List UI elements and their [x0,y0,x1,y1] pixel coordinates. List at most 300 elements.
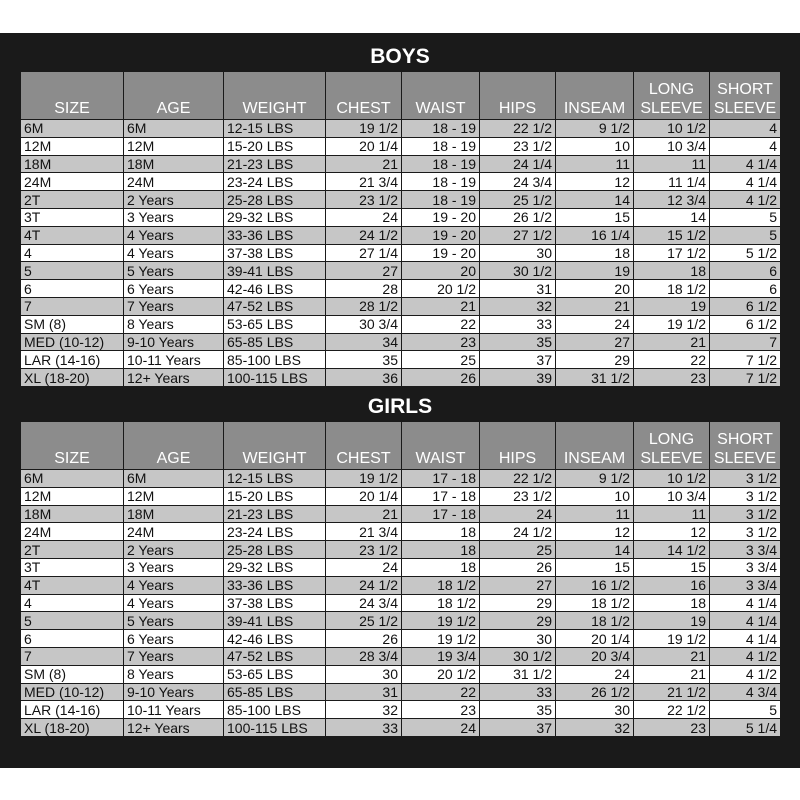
cell-chest: 34 [326,333,402,351]
column-header-age: AGE [124,72,224,120]
column-header-line: SHORT [717,81,773,98]
girls-size-table [20,421,781,737]
cell-short-sleeve: 4 1/2 [710,665,781,683]
cell-weight: 21-23 LBS [224,505,326,523]
cell-chest: 25 1/2 [326,612,402,630]
cell-short-sleeve: 3 3/4 [710,576,781,594]
cell-inseam: 19 [556,262,634,280]
table-row [21,137,781,155]
cell-short-sleeve: 5 1/2 [710,244,781,262]
cell-long-sleeve: 19 [634,612,710,630]
cell-long-sleeve: 21 1/2 [634,683,710,701]
cell-weight: 25-28 LBS [224,541,326,559]
cell-chest: 32 [326,701,402,719]
cell-long-sleeve: 10 1/2 [634,470,710,488]
cell-size: 6M [21,120,124,138]
cell-short-sleeve: 4 3/4 [710,683,781,701]
cell-waist: 23 [402,333,480,351]
table-row [21,541,781,559]
cell-hips: 35 [480,701,556,719]
cell-inseam: 11 [556,155,634,173]
cell-inseam: 27 [556,333,634,351]
cell-hips: 29 [480,594,556,612]
table-row [21,155,781,173]
cell-hips: 33 [480,683,556,701]
cell-size: 5 [21,612,124,630]
cell-size: 2T [21,541,124,559]
cell-weight: 85-100 LBS [224,351,326,369]
cell-inseam: 16 1/4 [556,226,634,244]
cell-age: 24M [124,523,224,541]
cell-age: 4 Years [124,576,224,594]
column-header-line: SLEEVE [713,100,777,117]
cell-waist: 19 1/2 [402,630,480,648]
column-header-size: SIZE [21,72,124,120]
cell-size: 7 [21,297,124,315]
table-row [21,665,781,683]
cell-age: 7 Years [124,647,224,665]
cell-hips: 31 1/2 [480,665,556,683]
cell-inseam: 30 [556,701,634,719]
column-header-inseam: INSEAM [556,72,634,120]
cell-size: 5 [21,262,124,280]
column-header-age: AGE [124,422,224,470]
cell-age: 9-10 Years [124,683,224,701]
cell-chest: 23 1/2 [326,191,402,209]
cell-hips: 32 [480,297,556,315]
cell-waist: 20 1/2 [402,665,480,683]
cell-age: 24M [124,173,224,191]
table-row [21,262,781,280]
cell-age: 4 Years [124,226,224,244]
cell-long-sleeve: 21 [634,647,710,665]
cell-size: 24M [21,523,124,541]
cell-long-sleeve: 12 3/4 [634,191,710,209]
cell-inseam: 14 [556,541,634,559]
cell-waist: 20 1/2 [402,280,480,298]
cell-chest: 27 1/4 [326,244,402,262]
cell-chest: 23 1/2 [326,541,402,559]
cell-waist: 22 [402,683,480,701]
cell-waist: 18 - 19 [402,155,480,173]
cell-hips: 24 3/4 [480,173,556,191]
cell-waist: 18 - 19 [402,137,480,155]
cell-short-sleeve: 3 1/2 [710,487,781,505]
column-header-line: SLEEVE [713,450,777,467]
table-row [21,558,781,576]
cell-waist: 24 [402,719,480,737]
cell-weight: 42-46 LBS [224,280,326,298]
cell-hips: 25 1/2 [480,191,556,209]
cell-short-sleeve: 4 1/4 [710,612,781,630]
cell-weight: 39-41 LBS [224,612,326,630]
cell-age: 2 Years [124,191,224,209]
cell-hips: 33 [480,315,556,333]
cell-chest: 28 1/2 [326,297,402,315]
cell-hips: 35 [480,333,556,351]
cell-waist: 22 [402,315,480,333]
cell-waist: 21 [402,297,480,315]
table-row [21,120,781,138]
cell-hips: 26 1/2 [480,208,556,226]
cell-inseam: 11 [556,505,634,523]
cell-age: 6 Years [124,280,224,298]
cell-inseam: 20 1/4 [556,630,634,648]
boys-header-row [21,72,781,120]
cell-short-sleeve: 5 [710,701,781,719]
cell-hips: 30 [480,630,556,648]
column-header-hips: HIPS [480,72,556,120]
table-row [21,173,781,191]
cell-hips: 24 1/2 [480,523,556,541]
boys-section-title: BOYS [370,45,430,68]
cell-chest: 27 [326,262,402,280]
cell-long-sleeve: 23 [634,369,710,387]
cell-inseam: 16 1/2 [556,576,634,594]
cell-weight: 53-65 LBS [224,665,326,683]
cell-short-sleeve: 4 1/2 [710,191,781,209]
cell-short-sleeve: 4 1/4 [710,594,781,612]
cell-long-sleeve: 23 [634,719,710,737]
cell-hips: 24 [480,505,556,523]
cell-waist: 17 - 18 [402,487,480,505]
cell-inseam: 12 [556,523,634,541]
cell-chest: 19 1/2 [326,470,402,488]
cell-long-sleeve: 11 [634,155,710,173]
cell-inseam: 15 [556,208,634,226]
cell-size: 4T [21,576,124,594]
cell-hips: 25 [480,541,556,559]
cell-long-sleeve: 14 1/2 [634,541,710,559]
table-row [21,576,781,594]
cell-chest: 28 3/4 [326,647,402,665]
cell-age: 9-10 Years [124,333,224,351]
cell-waist: 19 - 20 [402,244,480,262]
cell-chest: 21 [326,155,402,173]
cell-inseam: 14 [556,191,634,209]
cell-weight: 33-36 LBS [224,576,326,594]
cell-short-sleeve: 7 [710,333,781,351]
cell-age: 8 Years [124,665,224,683]
cell-long-sleeve: 21 [634,665,710,683]
girls-section-title: GIRLS [367,395,433,418]
cell-age: 18M [124,155,224,173]
boys-size-table [20,71,781,387]
table-row [21,612,781,630]
cell-weight: 29-32 LBS [224,208,326,226]
cell-inseam: 10 [556,487,634,505]
column-header-hips: HIPS [480,422,556,470]
cell-long-sleeve: 11 [634,505,710,523]
cell-age: 6M [124,120,224,138]
cell-short-sleeve: 4 1/4 [710,155,781,173]
cell-age: 10-11 Years [124,351,224,369]
cell-chest: 24 [326,558,402,576]
cell-inseam: 24 [556,665,634,683]
table-row [21,505,781,523]
cell-long-sleeve: 22 1/2 [634,701,710,719]
cell-age: 4 Years [124,244,224,262]
column-header-line: SLEEVE [640,100,703,117]
cell-short-sleeve: 6 [710,280,781,298]
cell-age: 7 Years [124,297,224,315]
column-header-short-sleeve [710,72,781,120]
cell-weight: 47-52 LBS [224,297,326,315]
cell-size: 6 [21,280,124,298]
cell-inseam: 20 [556,280,634,298]
cell-size: 24M [21,173,124,191]
table-row [21,594,781,612]
cell-size: 6 [21,630,124,648]
cell-weight: 15-20 LBS [224,137,326,155]
table-row [21,647,781,665]
column-header-inseam: INSEAM [556,422,634,470]
cell-long-sleeve: 16 [634,576,710,594]
cell-short-sleeve: 5 [710,226,781,244]
cell-waist: 19 3/4 [402,647,480,665]
cell-hips: 22 1/2 [480,120,556,138]
cell-inseam: 15 [556,558,634,576]
column-header-long-sleeve [634,422,710,470]
cell-waist: 25 [402,351,480,369]
column-header-line: SLEEVE [640,450,703,467]
cell-weight: 15-20 LBS [224,487,326,505]
table-row [21,701,781,719]
cell-short-sleeve: 5 [710,208,781,226]
cell-long-sleeve: 14 [634,208,710,226]
column-header-chest: CHEST [326,422,402,470]
column-header-line: SHORT [717,431,773,448]
cell-short-sleeve: 6 1/2 [710,297,781,315]
cell-size: LAR (14-16) [21,701,124,719]
cell-short-sleeve: 4 1/4 [710,630,781,648]
cell-long-sleeve: 15 [634,558,710,576]
cell-hips: 29 [480,612,556,630]
cell-weight: 23-24 LBS [224,523,326,541]
table-row [21,333,781,351]
cell-weight: 65-85 LBS [224,333,326,351]
cell-chest: 19 1/2 [326,120,402,138]
cell-short-sleeve: 4 1/2 [710,647,781,665]
cell-long-sleeve: 21 [634,333,710,351]
cell-short-sleeve: 5 1/4 [710,719,781,737]
table-row [21,191,781,209]
cell-size: 6M [21,470,124,488]
cell-weight: 29-32 LBS [224,558,326,576]
cell-long-sleeve: 10 3/4 [634,137,710,155]
cell-hips: 27 1/2 [480,226,556,244]
cell-long-sleeve: 10 3/4 [634,487,710,505]
cell-age: 10-11 Years [124,701,224,719]
cell-waist: 17 - 18 [402,505,480,523]
cell-waist: 18 1/2 [402,594,480,612]
cell-waist: 18 - 19 [402,173,480,191]
table-row [21,523,781,541]
cell-inseam: 9 1/2 [556,470,634,488]
cell-chest: 36 [326,369,402,387]
cell-long-sleeve: 18 [634,262,710,280]
cell-short-sleeve: 4 1/4 [710,173,781,191]
cell-hips: 26 [480,558,556,576]
cell-chest: 26 [326,630,402,648]
cell-weight: 12-15 LBS [224,470,326,488]
cell-waist: 18 - 19 [402,120,480,138]
column-header-short-sleeve [710,422,781,470]
cell-long-sleeve: 18 1/2 [634,280,710,298]
cell-waist: 20 [402,262,480,280]
cell-chest: 33 [326,719,402,737]
table-row [21,297,781,315]
cell-inseam: 10 [556,137,634,155]
cell-weight: 21-23 LBS [224,155,326,173]
cell-hips: 30 [480,244,556,262]
cell-weight: 33-36 LBS [224,226,326,244]
cell-short-sleeve: 3 1/2 [710,523,781,541]
table-row [21,369,781,387]
cell-waist: 18 [402,558,480,576]
cell-age: 3 Years [124,558,224,576]
cell-weight: 100-115 LBS [224,369,326,387]
cell-size: 3T [21,558,124,576]
column-header-chest: CHEST [326,72,402,120]
cell-short-sleeve: 6 1/2 [710,315,781,333]
cell-size: 4 [21,594,124,612]
cell-size: 7 [21,647,124,665]
cell-short-sleeve: 6 [710,262,781,280]
cell-size: 18M [21,505,124,523]
cell-chest: 24 3/4 [326,594,402,612]
cell-chest: 28 [326,280,402,298]
cell-long-sleeve: 17 1/2 [634,244,710,262]
cell-waist: 18 1/2 [402,576,480,594]
cell-chest: 24 1/2 [326,576,402,594]
cell-age: 6M [124,470,224,488]
cell-size: XL (18-20) [21,719,124,737]
table-row [21,280,781,298]
cell-weight: 47-52 LBS [224,647,326,665]
cell-size: 12M [21,137,124,155]
column-header-waist: WAIST [402,422,480,470]
cell-weight: 23-24 LBS [224,173,326,191]
cell-size: SM (8) [21,315,124,333]
cell-size: 3T [21,208,124,226]
cell-waist: 18 - 19 [402,191,480,209]
cell-chest: 21 3/4 [326,523,402,541]
cell-short-sleeve: 3 3/4 [710,541,781,559]
cell-long-sleeve: 22 [634,351,710,369]
cell-waist: 23 [402,701,480,719]
cell-size: SM (8) [21,665,124,683]
cell-long-sleeve: 15 1/2 [634,226,710,244]
column-header-line: LONG [648,81,695,98]
cell-size: 4T [21,226,124,244]
cell-long-sleeve: 18 [634,594,710,612]
table-row [21,487,781,505]
cell-age: 4 Years [124,594,224,612]
cell-size: 4 [21,244,124,262]
cell-age: 6 Years [124,630,224,648]
cell-waist: 17 - 18 [402,470,480,488]
cell-waist: 19 - 20 [402,208,480,226]
cell-weight: 37-38 LBS [224,594,326,612]
cell-chest: 21 [326,505,402,523]
cell-size: XL (18-20) [21,369,124,387]
cell-short-sleeve: 4 [710,120,781,138]
cell-weight: 65-85 LBS [224,683,326,701]
cell-short-sleeve: 7 1/2 [710,351,781,369]
column-header-long-sleeve [634,72,710,120]
cell-inseam: 20 3/4 [556,647,634,665]
table-row [21,315,781,333]
cell-chest: 20 1/4 [326,137,402,155]
cell-inseam: 9 1/2 [556,120,634,138]
cell-chest: 20 1/4 [326,487,402,505]
cell-long-sleeve: 11 1/4 [634,173,710,191]
cell-hips: 30 1/2 [480,262,556,280]
cell-chest: 31 [326,683,402,701]
cell-age: 12+ Years [124,719,224,737]
table-row [21,244,781,262]
cell-chest: 24 [326,208,402,226]
cell-hips: 37 [480,719,556,737]
cell-size: MED (10-12) [21,333,124,351]
cell-age: 8 Years [124,315,224,333]
cell-inseam: 18 1/2 [556,594,634,612]
cell-inseam: 24 [556,315,634,333]
cell-long-sleeve: 19 [634,297,710,315]
cell-age: 2 Years [124,541,224,559]
cell-age: 12M [124,137,224,155]
cell-weight: 100-115 LBS [224,719,326,737]
cell-weight: 53-65 LBS [224,315,326,333]
cell-inseam: 32 [556,719,634,737]
cell-inseam: 12 [556,173,634,191]
cell-short-sleeve: 3 3/4 [710,558,781,576]
cell-waist: 26 [402,369,480,387]
cell-long-sleeve: 12 [634,523,710,541]
cell-chest: 24 1/2 [326,226,402,244]
cell-age: 5 Years [124,262,224,280]
cell-age: 3 Years [124,208,224,226]
cell-size: 2T [21,191,124,209]
table-row [21,351,781,369]
cell-hips: 39 [480,369,556,387]
cell-long-sleeve: 19 1/2 [634,630,710,648]
cell-weight: 39-41 LBS [224,262,326,280]
table-row [21,630,781,648]
cell-waist: 18 [402,523,480,541]
cell-weight: 12-15 LBS [224,120,326,138]
table-row [21,226,781,244]
cell-short-sleeve: 3 1/2 [710,470,781,488]
cell-size: 12M [21,487,124,505]
cell-weight: 25-28 LBS [224,191,326,209]
cell-inseam: 18 1/2 [556,612,634,630]
cell-size: MED (10-12) [21,683,124,701]
cell-chest: 30 3/4 [326,315,402,333]
cell-hips: 23 1/2 [480,137,556,155]
cell-inseam: 26 1/2 [556,683,634,701]
cell-inseam: 18 [556,244,634,262]
cell-short-sleeve: 3 1/2 [710,505,781,523]
cell-weight: 42-46 LBS [224,630,326,648]
table-row [21,208,781,226]
column-header-weight: WEIGHT [224,72,326,120]
cell-long-sleeve: 10 1/2 [634,120,710,138]
cell-age: 12M [124,487,224,505]
column-header-line: LONG [648,431,695,448]
cell-inseam: 29 [556,351,634,369]
